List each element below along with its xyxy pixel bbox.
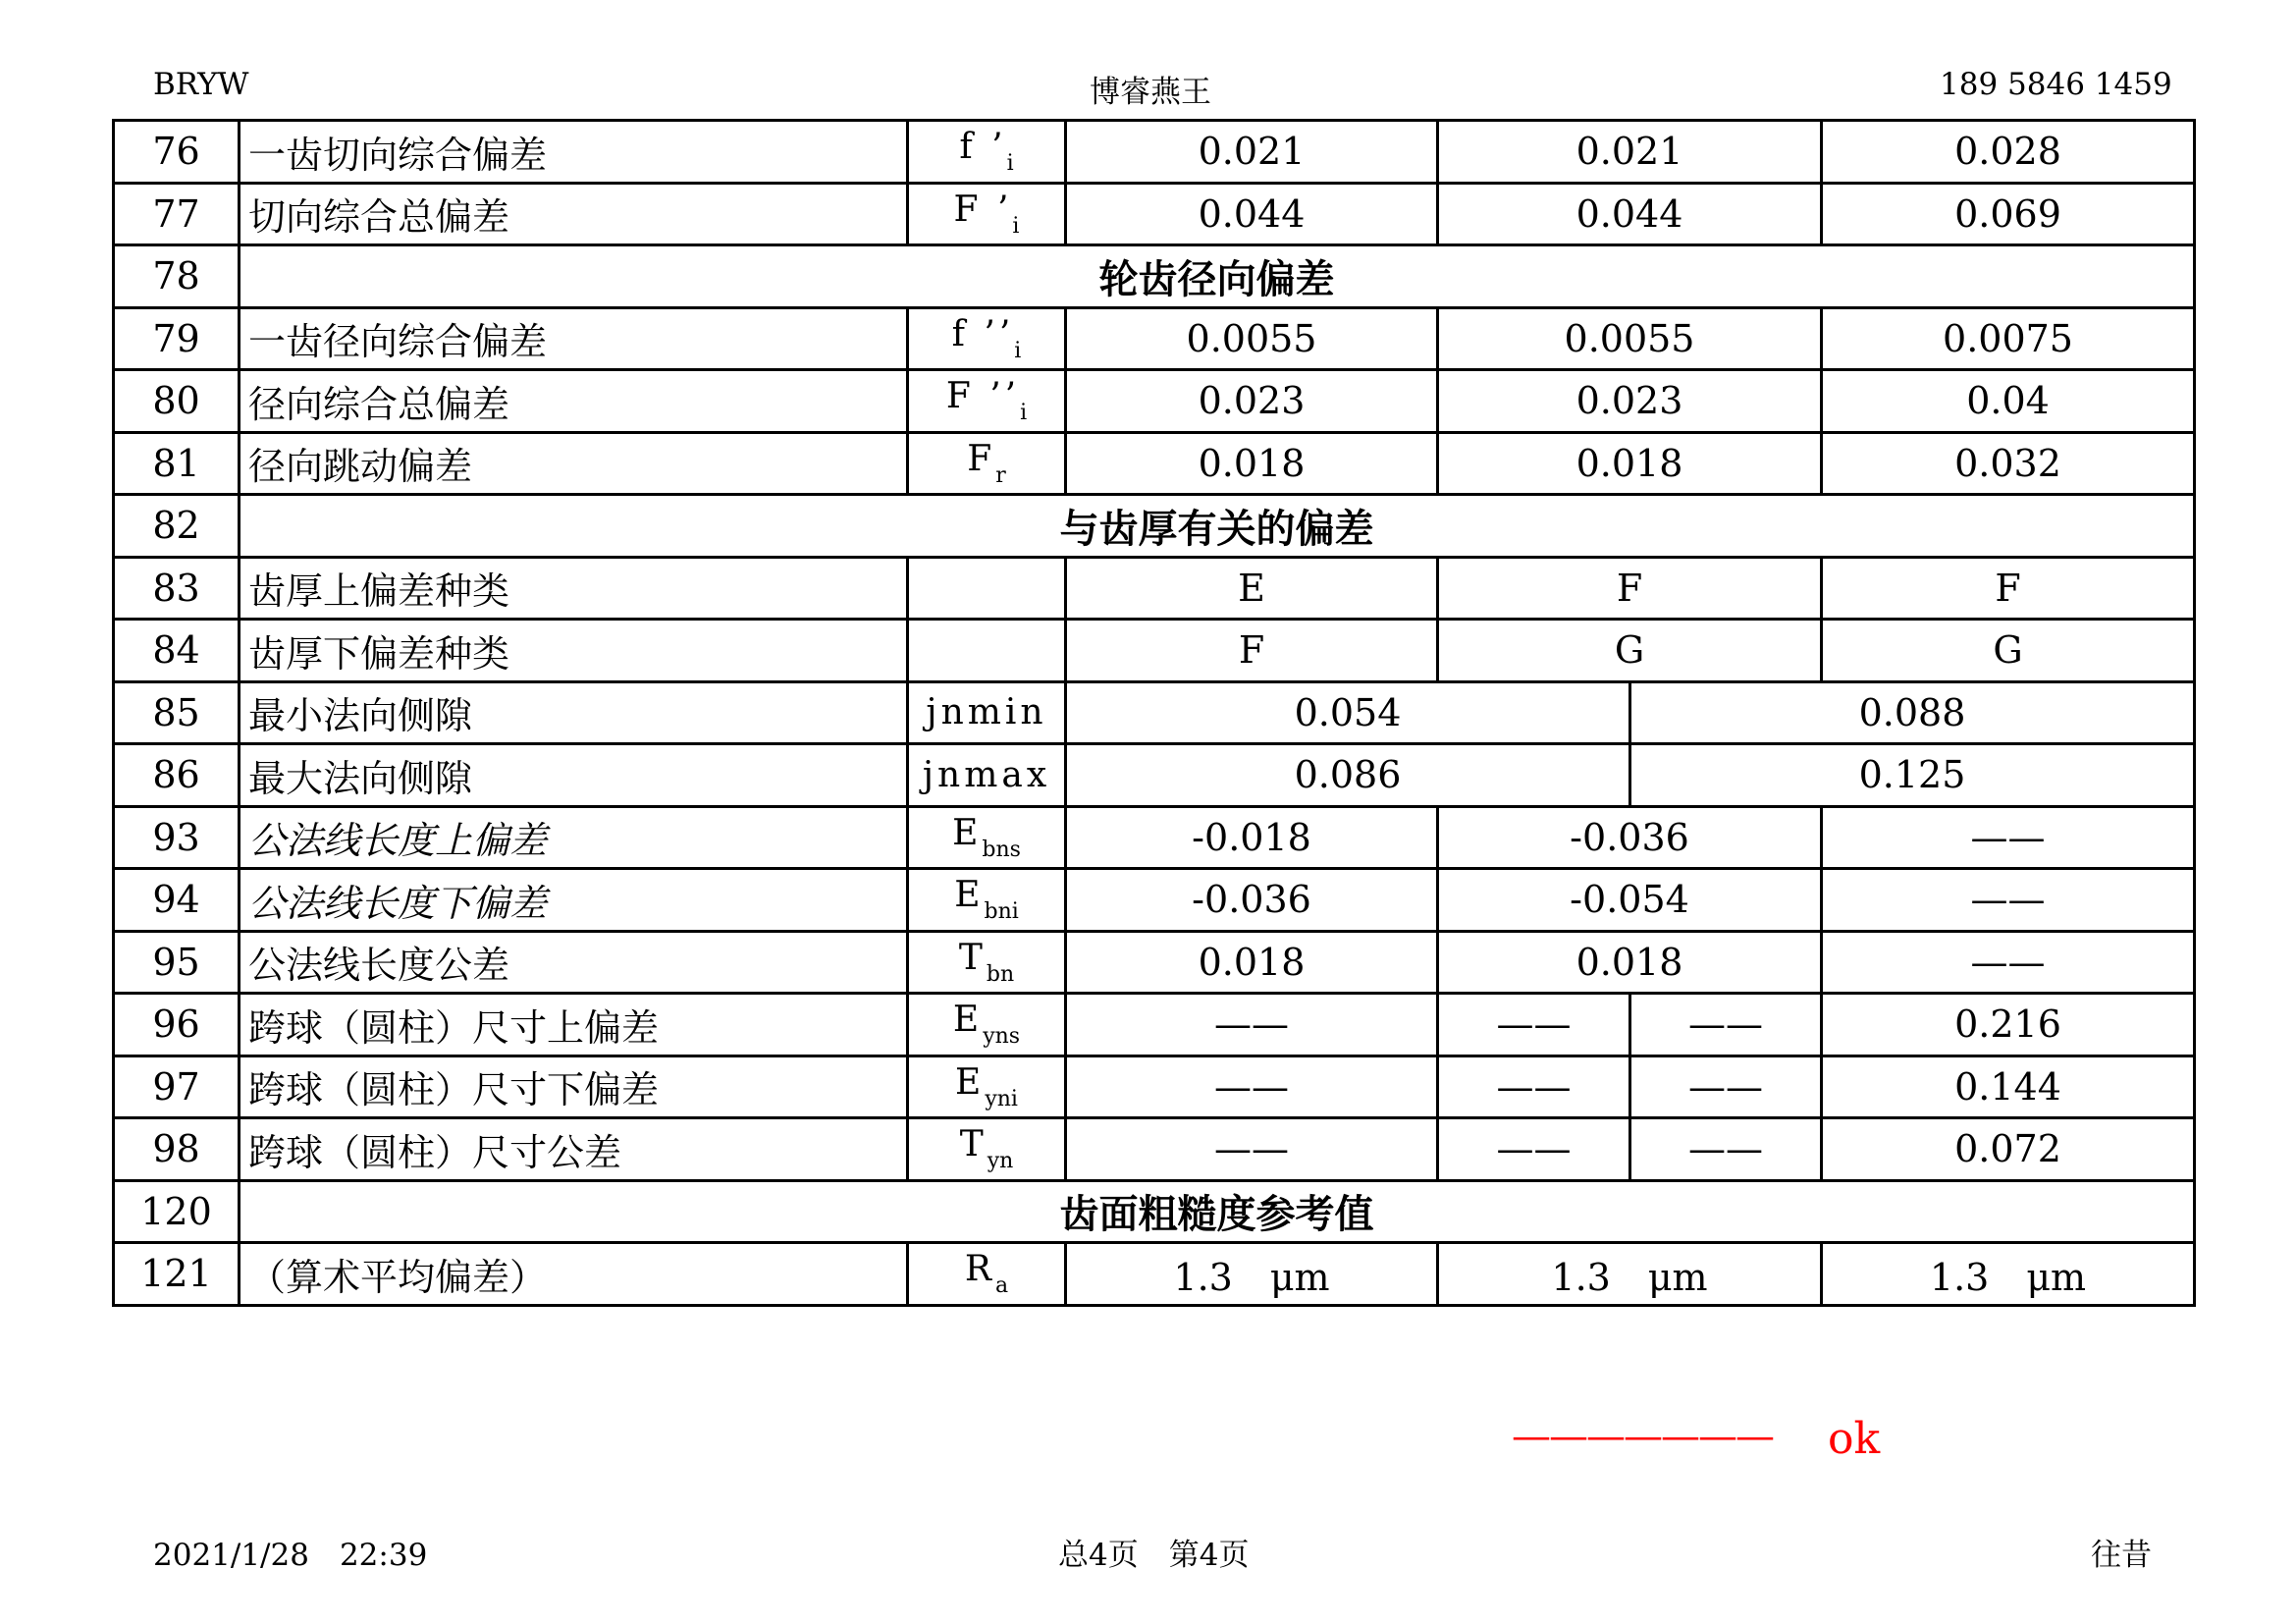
row-number: 81	[114, 432, 240, 495]
table-row	[114, 1243, 2195, 1306]
value-merged-1: 0.086	[1066, 744, 1630, 807]
value-col-2a: ——	[1438, 1118, 1630, 1181]
table-row	[114, 370, 2195, 433]
tolerance-table	[112, 119, 2196, 1307]
param-name: 径向综合总偏差	[240, 370, 908, 433]
param-name: 切向综合总偏差	[240, 183, 908, 245]
table-row	[114, 744, 2195, 807]
param-symbol	[908, 806, 1066, 869]
value-col-1: 0.0055	[1066, 307, 1438, 370]
value-col-1: 1.3 μm	[1066, 1243, 1438, 1306]
param-symbol	[908, 432, 1066, 495]
row-number: 83	[114, 557, 240, 620]
param-symbol	[908, 681, 1066, 744]
param-symbol	[908, 994, 1066, 1056]
table-row	[114, 994, 2195, 1056]
value-col-1: ——	[1066, 994, 1438, 1056]
row-number: 84	[114, 620, 240, 682]
param-name: 一齿径向综合偏差	[240, 307, 908, 370]
value-col-1: 0.044	[1066, 183, 1438, 245]
param-name: 公法线长度公差	[240, 931, 908, 994]
row-number: 85	[114, 681, 240, 744]
row-number: 121	[114, 1243, 240, 1306]
value-col-3: ——	[1822, 806, 2195, 869]
symbol-subscript: a	[994, 1273, 1009, 1299]
symbol-subscript: yni	[985, 1086, 1018, 1111]
param-name: 跨球（圆柱）尺寸下偏差	[240, 1056, 908, 1118]
table-body	[114, 121, 2195, 1306]
value-col-3: G	[1822, 620, 2195, 682]
symbol-main: T	[958, 937, 987, 978]
table-row	[114, 432, 2195, 495]
table-row	[114, 869, 2195, 932]
value-col-1: E	[1066, 557, 1438, 620]
value-col-2a: ——	[1438, 1056, 1630, 1118]
param-name: 公法线长度上偏差	[240, 806, 908, 869]
footer-datetime: 2021/1/28 22:39	[153, 1538, 428, 1573]
value-merged-2: 0.125	[1630, 744, 2195, 807]
symbol-main: E	[952, 812, 983, 853]
symbol-main: F	[967, 438, 996, 479]
value-col-2: 1.3 μm	[1438, 1243, 1822, 1306]
value-col-3: 0.072	[1822, 1118, 2195, 1181]
value-col-1: ——	[1066, 1118, 1438, 1181]
value-col-2: G	[1438, 620, 1822, 682]
param-symbol	[908, 1243, 1066, 1306]
symbol-main: R	[964, 1249, 995, 1290]
value-col-3: 0.032	[1822, 432, 2195, 495]
value-col-3: 0.216	[1822, 994, 2195, 1056]
value-merged-1: 0.054	[1066, 681, 1630, 744]
row-number: 79	[114, 307, 240, 370]
row-number: 93	[114, 806, 240, 869]
param-name: 齿厚下偏差种类	[240, 620, 908, 682]
symbol-main: E	[954, 875, 985, 916]
symbol-main: E	[952, 1000, 984, 1041]
row-number: 96	[114, 994, 240, 1056]
value-col-2: 0.044	[1438, 183, 1822, 245]
row-number: 77	[114, 183, 240, 245]
table-row	[114, 495, 2195, 558]
table-row	[114, 183, 2195, 245]
param-symbol	[908, 869, 1066, 932]
param-symbol	[908, 744, 1066, 807]
value-col-3: 0.028	[1822, 121, 2195, 184]
row-number: 76	[114, 121, 240, 184]
value-col-2: 0.0055	[1438, 307, 1822, 370]
value-col-3: 0.144	[1822, 1056, 2195, 1118]
value-col-3: F	[1822, 557, 2195, 620]
value-col-2a: ——	[1438, 994, 1630, 1056]
symbol-subscript: bni	[984, 899, 1019, 925]
symbol-subscript: i	[1020, 401, 1028, 426]
table-row	[114, 1180, 2195, 1243]
value-col-1: 0.018	[1066, 931, 1438, 994]
param-symbol	[908, 557, 1066, 620]
table-row	[114, 121, 2195, 184]
row-number: 82	[114, 495, 240, 558]
param-name: （算术平均偏差）	[240, 1243, 908, 1306]
row-number: 94	[114, 869, 240, 932]
param-name: 最小法向侧隙	[240, 681, 908, 744]
param-name: 齿厚上偏差种类	[240, 557, 908, 620]
symbol-main: f ’’	[951, 313, 1015, 354]
row-number: 78	[114, 245, 240, 308]
value-merged-2: 0.088	[1630, 681, 2195, 744]
value-col-2: 0.018	[1438, 931, 1822, 994]
ok-dashes: ———————	[1512, 1414, 1773, 1459]
value-col-2b: ——	[1630, 994, 1822, 1056]
ok-mark: ok	[1828, 1414, 1881, 1464]
param-name: 公法线长度下偏差	[240, 869, 908, 932]
value-col-2: -0.036	[1438, 806, 1822, 869]
row-number: 120	[114, 1180, 240, 1243]
value-col-2: 0.018	[1438, 432, 1822, 495]
param-symbol	[908, 620, 1066, 682]
row-number: 98	[114, 1118, 240, 1181]
param-symbol	[908, 1056, 1066, 1118]
value-col-2: F	[1438, 557, 1822, 620]
param-symbol	[908, 121, 1066, 184]
header-center: 博睿燕王	[1090, 75, 1211, 110]
footer-page-info: 总4页 第4页	[1058, 1538, 1250, 1573]
value-col-2b: ——	[1630, 1056, 1822, 1118]
param-name: 跨球（圆柱）尺寸公差	[240, 1118, 908, 1181]
symbol-subscript: yn	[987, 1149, 1014, 1174]
value-col-2: 0.023	[1438, 370, 1822, 433]
table-row	[114, 931, 2195, 994]
param-symbol	[908, 931, 1066, 994]
symbol-subscript: r	[995, 462, 1006, 488]
value-col-3: 0.069	[1822, 183, 2195, 245]
value-col-1: 0.021	[1066, 121, 1438, 184]
symbol-main: F ’	[953, 189, 1013, 230]
table-row	[114, 1056, 2195, 1118]
value-col-1: ——	[1066, 1056, 1438, 1118]
symbol-subscript: bn	[986, 961, 1015, 987]
value-col-3: 1.3 μm	[1822, 1243, 2195, 1306]
row-number: 80	[114, 370, 240, 433]
param-name: 跨球（圆柱）尺寸上偏差	[240, 994, 908, 1056]
param-symbol	[908, 183, 1066, 245]
header-right: 189 5846 1459	[1940, 67, 2172, 102]
value-col-1: -0.036	[1066, 869, 1438, 932]
header-left: BRYW	[153, 67, 249, 102]
symbol-subscript: i	[1006, 151, 1014, 177]
param-name: 最大法向侧隙	[240, 744, 908, 807]
table-row	[114, 620, 2195, 682]
param-symbol	[908, 370, 1066, 433]
symbol-main: F ’’	[945, 376, 1021, 417]
value-col-1: 0.023	[1066, 370, 1438, 433]
param-name: 径向跳动偏差	[240, 432, 908, 495]
row-number: 86	[114, 744, 240, 807]
row-number: 95	[114, 931, 240, 994]
value-col-3: ——	[1822, 869, 2195, 932]
param-symbol	[908, 307, 1066, 370]
value-col-1: F	[1066, 620, 1438, 682]
value-col-2: -0.054	[1438, 869, 1822, 932]
symbol-main: jnmin	[926, 692, 1047, 733]
symbol-main: E	[955, 1061, 986, 1103]
value-col-1: 0.018	[1066, 432, 1438, 495]
symbol-subscript: bns	[982, 837, 1021, 862]
footer-right: 往昔	[2091, 1538, 2152, 1573]
param-name: 一齿切向综合偏差	[240, 121, 908, 184]
symbol-subscript: yns	[983, 1024, 1021, 1050]
table-row	[114, 557, 2195, 620]
symbol-subscript: i	[1014, 338, 1022, 363]
symbol-main: f ’	[959, 127, 1007, 168]
value-col-3: 0.04	[1822, 370, 2195, 433]
row-number: 97	[114, 1056, 240, 1118]
value-col-3: ——	[1822, 931, 2195, 994]
symbol-subscript: i	[1012, 213, 1020, 239]
param-symbol	[908, 1118, 1066, 1181]
value-col-3: 0.0075	[1822, 307, 2195, 370]
symbol-main: T	[959, 1124, 988, 1165]
value-col-2: 0.021	[1438, 121, 1822, 184]
table-row	[114, 245, 2195, 308]
table-row	[114, 1118, 2195, 1181]
section-title: 轮齿径向偏差	[240, 245, 2195, 308]
value-col-2b: ——	[1630, 1118, 1822, 1181]
value-col-1: -0.018	[1066, 806, 1438, 869]
table-row	[114, 806, 2195, 869]
symbol-main: jnmax	[922, 754, 1051, 795]
section-title: 齿面粗糙度参考值	[240, 1180, 2195, 1243]
table-row	[114, 307, 2195, 370]
section-title: 与齿厚有关的偏差	[240, 495, 2195, 558]
table-row	[114, 681, 2195, 744]
